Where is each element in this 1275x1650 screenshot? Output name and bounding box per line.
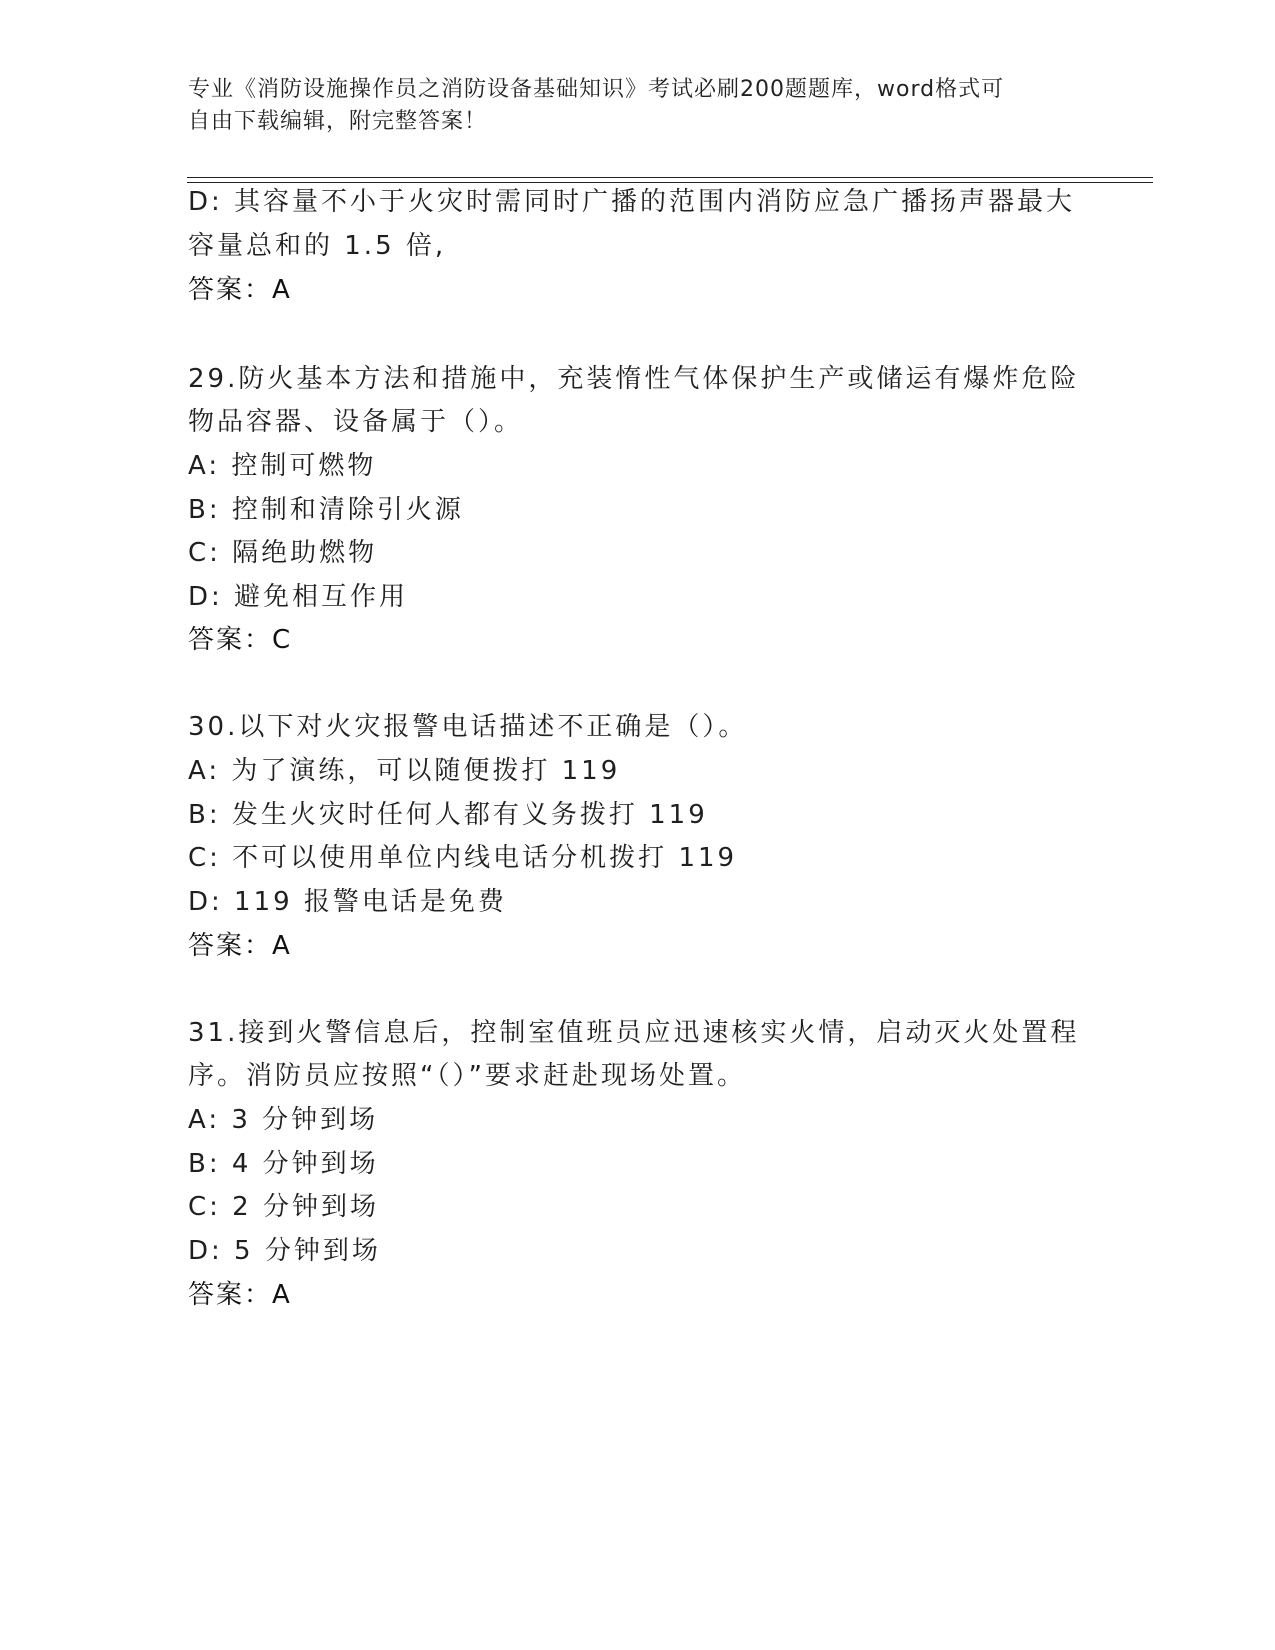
- question-30-stem-line-1: 30.以下对火灾报警电话描述不正确是（）。: [188, 712, 748, 742]
- header-rule-bottom: [187, 182, 1153, 183]
- question-31-option-b: B: 4 分钟到场: [188, 1149, 379, 1179]
- header-title-line-2: 自由下载编辑，附完整答案！: [188, 109, 488, 134]
- header-title-line-1: 专业《消防设施操作员之消防设备基础知识》考试必刷200题题库，word格式可: [188, 77, 1005, 102]
- question-30-answer: 答案：A: [188, 931, 292, 961]
- question-30-option-d: D: 119 报警电话是免费: [188, 887, 507, 917]
- question-29-stem-line-1: 29.防火基本方法和措施中，充装惰性气体保护生产或储运有爆炸危险: [188, 364, 1080, 394]
- question-31-option-d: D: 5 分钟到场: [188, 1236, 381, 1266]
- question-30-option-a: A: 为了演练，可以随便拨打 119: [188, 756, 621, 786]
- question-29-option-c: C: 隔绝助燃物: [188, 538, 378, 568]
- question-31-stem-line-2: 序。消防员应按照“（）”要求赶赴现场处置。: [188, 1061, 746, 1091]
- document-header: [188, 74, 1068, 138]
- question-29-stem-line-2: 物品容器、设备属于（）。: [188, 407, 524, 437]
- question-30-option-c: C: 不可以使用单位内线电话分机拨打 119: [188, 843, 738, 873]
- continued-option-d-line-2: 容量总和的 1.5 倍,: [188, 231, 447, 261]
- question-31-stem-line-1: 31.接到火警信息后，控制室值班员应迅速核实火情，启动灭火处置程: [188, 1018, 1080, 1048]
- question-29-answer: 答案：C: [188, 625, 293, 655]
- question-29-option-a: A: 控制可燃物: [188, 451, 377, 481]
- question-31-option-c: C: 2 分钟到场: [188, 1192, 379, 1222]
- question-31-answer: 答案：A: [188, 1280, 292, 1310]
- question-29-option-b: B: 控制和清除引火源: [188, 495, 464, 525]
- header-rule-top: [187, 177, 1153, 178]
- question-30-option-b: B: 发生火灾时任何人都有义务拨打 119: [188, 800, 708, 830]
- continued-option-d-line-1: D: 其容量不小于火灾时需同时广播的范围内消防应急广播扬声器最大: [188, 187, 1076, 217]
- continued-answer: 答案：A: [188, 275, 292, 305]
- question-29-option-d: D: 避免相互作用: [188, 582, 409, 612]
- question-31-option-a: A: 3 分钟到场: [188, 1105, 379, 1135]
